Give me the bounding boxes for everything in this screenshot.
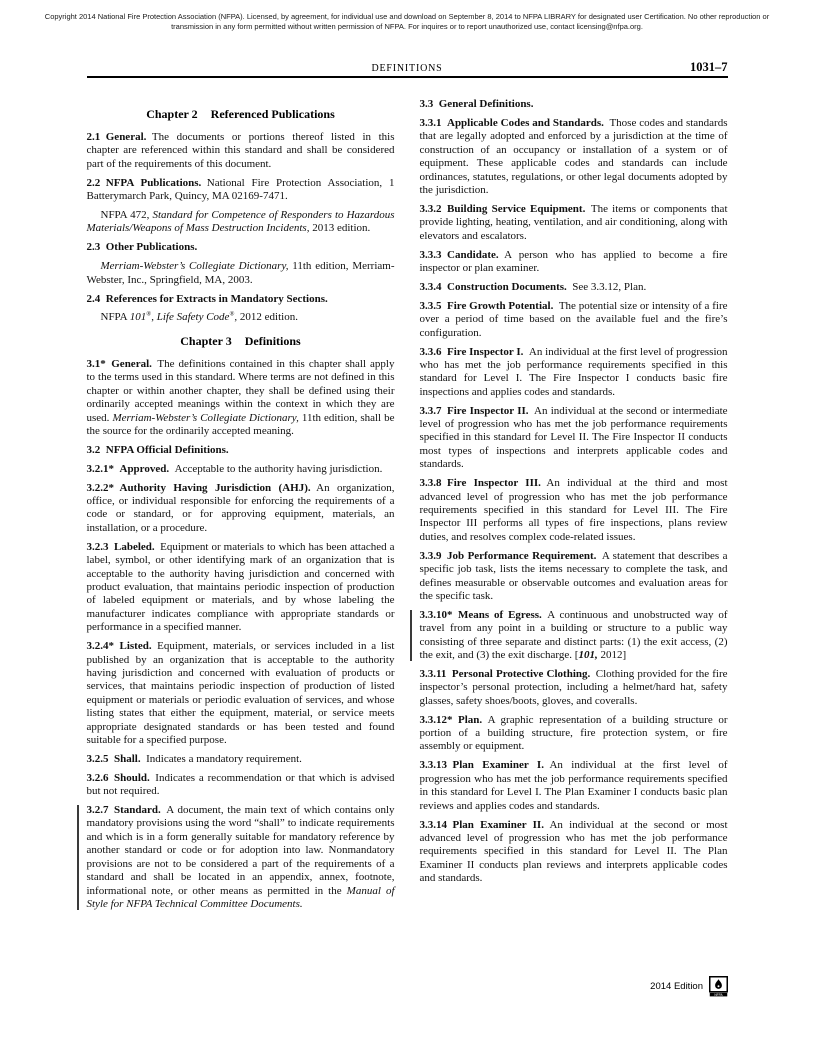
section-3.3.14: 3.3.14 Plan Examiner II. An individual at the second or most advanced level of progression who has met the job performance requirements specified in this standard for Level II. The Plan Examiner II conducts plan reviews and interprets applicable codes and standards. [419,818,728,885]
section-3.3.3: 3.3.3 Candidate. A person who has applied to become a fire inspector or plan examiner. [419,248,728,274]
page-number: 1031–7 [690,60,728,74]
chapter-label: Chapter 3 [180,333,232,348]
section-3.3.12: 3.3.12* Plan. A graphic representation of a building structure or portion of a building structure, fire protection system, or fire assembly or equipment. [419,713,728,753]
chapter-heading-chapter-2 [87,107,395,122]
section-3.2.6: 3.2.6 Should. Indicates a recommendation or that which is advised but not required. [86,771,395,798]
section-2.2: 2.2 NFPA Publications. National Fire Protection Association, 1 Batterymarch Park, Quincy, MA 02169-7471. [86,176,395,203]
right-column [420,98,728,917]
section-3.3.10: 3.3.10* Means of Egress. A continuous and unobstructed way of travel from any point in a building or structure to a public way consisting of three separate and distinct parts: (1) the exit access, (2) the exit, and (3) the exit discharge. [101, 2012] [419,608,728,662]
copyright-line-2: transmission in any form permitted without written permission of NFPA. For inquires or to report unauthorized use, contact licensing@nfpa.org. [171,22,643,31]
page-footer [650,976,728,997]
section-3.2.5: 3.2.5 Shall. Indicates a mandatory requirement. [86,752,302,765]
section-3.3: 3.3 General Definitions. [419,98,534,110]
copyright-line-1: Copyright 2014 National Fire Protection Association (NFPA). Licensed, by agreement, for individual use and download on September 8, 2014 to NFPA LIBRARY for designated user Certification. No other reproduction or [44,12,770,21]
section-3.3.11: 3.3.11 Personal Protective Clothing. Clothing provided for the fire inspector’s personal protection, including a helmet/hard hat, safety glasses, safety shoes/boots, gloves, and coveralls. [419,667,728,707]
left-column [87,98,395,917]
section-nfpa-472-citation: NFPA 472, Standard for Competence of Responders to Hazardous Materials/Weapons of Mass Destruction Incidents, 2013 edition. [86,209,395,235]
svg-text:NFPA: NFPA [714,992,723,997]
section-2.4: 2.4 References for Extracts in Mandatory Sections. [86,292,328,305]
section-3.3.13: 3.3.13 Plan Examiner I. An individual at the first level of progression who has met the job performance requirements specified in this standard for Level I. The Plan Examiner I conducts basic plan reviews and applies codes and standards. [419,759,728,812]
section-3.1: 3.1* General. The definitions contained in this chapter shall apply to the terms used in this standard. Where terms are not defined in this chapter or within another chapter, they shall be defined using their ordinarily accepted meanings within the context in which they are used. Merriam-Webster’s Collegiate Dictionary, 11th edition, shall be the source for the ordinarily accepted meaning. [86,357,395,437]
edition-label: 2014 Edition [650,981,703,992]
chapter-label: Chapter 2 [146,107,198,121]
section-2.1: 2.1 General. The documents or portions thereof listed in this chapter are referenced within this standard and shall be considered part of the requirements of this document. [86,131,395,170]
chapter-title: Definitions [244,333,301,348]
section-3.3.9: 3.3.9 Job Performance Requirement. A statement that describes a specific job task, lists the items necessary to complete the task, and defines measurable or observable outcomes and evaluation areas for the specific task. [419,549,728,602]
page-title: DEFINITIONS [371,63,443,74]
section-3.3.8: 3.3.8 Fire Inspector III. An individual at the third and most advanced level of progression who has met the job performance requirements specified in this standard for Level III. The Fire Inspector III performs all types of fire inspections, plans review duties, and resolves complex code-related issues. [419,477,728,543]
section-merriam-webster-citation: Merriam-Webster’s Collegiate Dictionary, 11th edition, Merriam-Webster, Inc., Springfield, MA, 2003. [86,260,395,286]
section-3.3.2: 3.3.2 Building Service Equipment. The items or components that provide lighting, heating, ventilation, and air conditioning, along with elevators and escalators. [419,202,728,242]
section-3.2.3: 3.2.3 Labeled. Equipment or materials to which has been attached a label, symbol, or other identifying mark of an organization that is acceptable to the authority having jurisdiction and concerned with product evaluation, that maintains periodic inspection of production of labeled equipment or materials, and by whose labeling the manufacturer indicates compliance with appropriate standards or performance in a specified manner. [86,540,395,634]
chapter-heading-chapter-3 [87,334,395,349]
section-3.3.7: 3.3.7 Fire Inspector II. An individual at the second or intermediate level of progression who has met the job performance requirements specified in this standard for Level II. The Fire Inspector II conducts most types of inspections and interprets applicable codes and standards. [419,404,728,471]
chapter-title: Referenced Publications [210,107,335,121]
copyright-notice [0,12,814,32]
section-3.3.5: 3.3.5 Fire Growth Potential. The potential size or intensity of a fire over a period of time based on the available fuel and the fire’s configuration. [419,299,728,339]
section-3.3.4: 3.3.4 Construction Documents. See 3.3.12, Plan. [419,280,647,293]
section-nfpa-101-citation: NFPA 101®, Life Safety Code®, 2012 edition. [100,310,298,324]
section-3.2.4: 3.2.4* Listed. Equipment, materials, or services included in a list published by an organization that is acceptable to the authority having jurisdiction and concerned with evaluation of products or services, that maintains periodic inspection of production of listed equipment or materials or periodic evaluation of services, and whose listing states that either the equipment, material, or service meets appropriate designated standards or has been tested and found suitable for a specified purpose. [86,640,395,746]
section-3.3.6: 3.3.6 Fire Inspector I. An individual at the first level of progression who has met the job performance requirements specified in this standard for Level I. The Fire Inspector I conducts basic fire inspections and applies codes and standards. [419,345,728,398]
section-3.3.1: 3.3.1 Applicable Codes and Standards. Those codes and standards that are legally adopted and enforced by a jurisdiction at the time of construction of an occupancy or installation of a system or of equipment. These applicable codes and standards can include ordinances, statutes, regulations, or other legal documents adopted by the jurisdiction. [419,116,728,196]
section-2.3: 2.3 Other Publications. [86,241,198,254]
two-column-body [87,98,728,917]
section-3.2.1: 3.2.1* Approved. Acceptable to the authority having jurisdiction. [86,462,383,475]
section-3.2.2: 3.2.2* Authority Having Jurisdiction (AHJ). An organization, office, or individual responsible for enforcing the requirements of a code or standard, or for approving equipment, materials, an installation, or a procedure. [86,481,395,534]
running-header [87,59,728,78]
section-3.2: 3.2 NFPA Official Definitions. [86,443,229,456]
nfpa-logo-icon [709,976,728,997]
section-3.2.7: 3.2.7 Standard. A document, the main text of which contains only mandatory provisions using the word “shall” to indicate requirements and which is in a form generally suitable for mandatory reference by another standard or code or for adoption into law. Nonmandatory provisions are not to be considered a part of the requirements of a standard and shall be located in an appendix, annex, footnote, informational note, or other means as permitted in the Manual of Style for NFPA Technical Committee Documents. [86,804,395,910]
